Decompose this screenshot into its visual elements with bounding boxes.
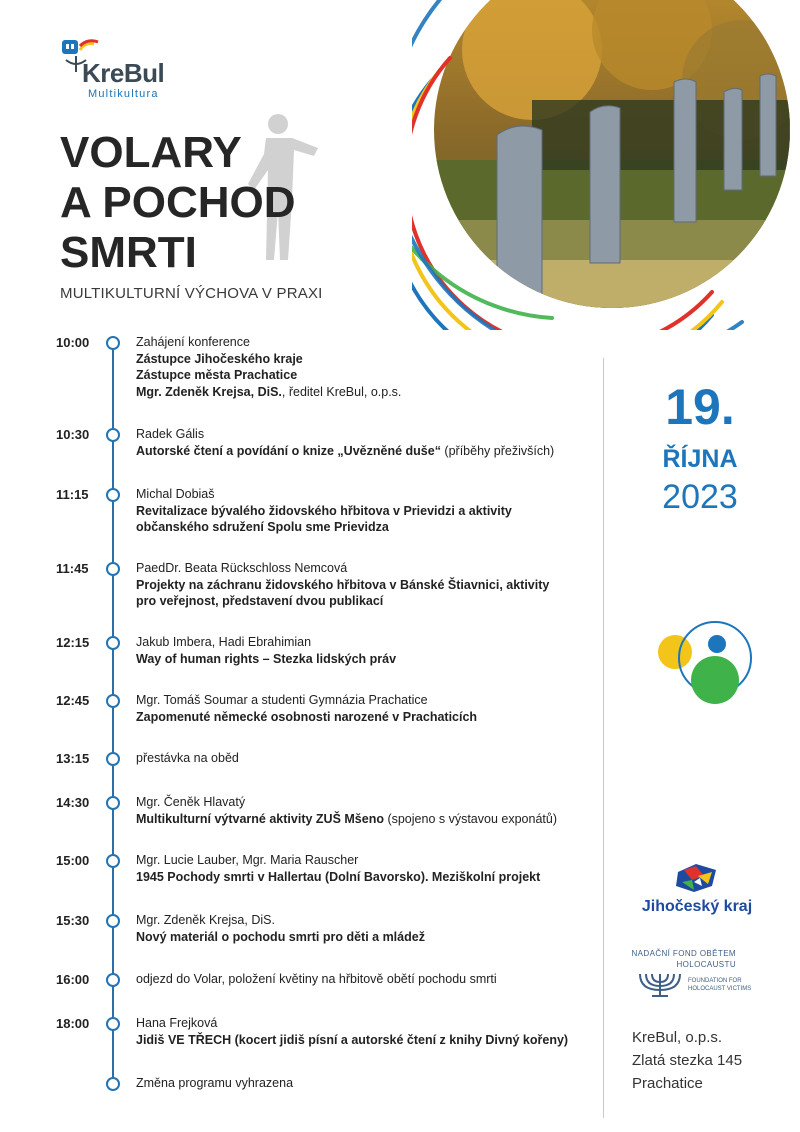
foundation-subtitle: FOUNDATION FOR HOLOCAUST VICTIMS (688, 978, 752, 992)
jihocesky-kraj-emblem-icon (674, 862, 720, 894)
schedule-line (136, 750, 586, 767)
schedule-line (136, 384, 586, 401)
schedule-text-regular: (spojeno s výstavou exponátů) (383, 811, 557, 826)
timeline-dot-icon (106, 1077, 120, 1091)
schedule-text-bold: Mgr. Zdeněk Krejsa, DiS. (136, 384, 282, 399)
schedule-text (136, 1075, 586, 1092)
schedule-text-regular: (příběhy přeživších) (440, 443, 555, 458)
schedule-line (136, 852, 586, 869)
timeline-dot-icon (106, 914, 120, 928)
timeline-dot-icon (106, 336, 120, 350)
schedule-text-regular: odjezd do Volar, položení květiny na hřbitově obětí pochodu smrti (136, 972, 497, 986)
schedule-line (136, 709, 586, 726)
schedule-line (136, 519, 586, 536)
schedule-time: 10:30 (56, 427, 90, 442)
schedule-text (136, 912, 586, 945)
schedule-text-regular: Mgr. Tomáš Soumar a studenti Gymnázia Prachatice (136, 693, 428, 707)
schedule-time: 18:00 (56, 1016, 90, 1031)
schedule-line (136, 443, 586, 460)
decorative-circles-icon (655, 620, 755, 710)
timeline-dot-icon (106, 694, 120, 708)
timeline-line (112, 342, 114, 1082)
schedule-text-bold: Jidiš VE TŘECH (kocert jidiš písní a autorské čtení z knihy Divný kořeny) (136, 1032, 569, 1047)
schedule-text-bold: 1945 Pochody smrti v Hallertau (Dolní Bavorsko). Meziškolní projekt (136, 869, 541, 884)
schedule-text (136, 852, 586, 885)
schedule-line (136, 593, 586, 610)
cemetery-photo (412, 0, 800, 330)
column-divider (603, 358, 604, 1118)
schedule-text-regular: Zahájení konference (136, 335, 250, 349)
schedule-text-bold: Way of human rights – Stezka lidských práv (136, 651, 397, 666)
schedule-line (136, 560, 586, 577)
schedule-text-bold: Zapomenuté německé osobnosti narozené v Prachaticích (136, 709, 478, 724)
schedule-text-regular: Michal Dobiaš (136, 487, 215, 501)
schedule-line (136, 971, 586, 988)
schedule-text-regular: Jakub Imbera, Hadi Ebrahimian (136, 635, 312, 649)
schedule-line (136, 1015, 586, 1032)
timeline-dot-icon (106, 854, 120, 868)
schedule-line (136, 486, 586, 503)
schedule-time: 12:45 (56, 693, 90, 708)
schedule-time: 15:00 (56, 853, 90, 868)
schedule-time: 11:15 (56, 487, 89, 502)
schedule-text-regular: Mgr. Zdeněk Krejsa, DiS. (136, 913, 275, 927)
schedule-text-regular: PaedDr. Beata Rückschloss Nemcová (136, 561, 348, 575)
schedule-text-bold: Projekty na záchranu židovského hřbitova v Bánské Štiavnici, aktivity (136, 577, 550, 592)
schedule-line (136, 912, 586, 929)
title-line: A POCHOD (60, 178, 296, 227)
schedule-line (136, 869, 586, 886)
foundation-logo (628, 948, 768, 1008)
page-subtitle: MULTIKULTURNÍ VÝCHOVA V PRAXI (60, 285, 323, 302)
schedule-time: 16:00 (56, 972, 90, 987)
event-date-month: ŘÍJNA (662, 445, 738, 473)
schedule-text (136, 426, 586, 459)
timeline-dot-icon (106, 752, 120, 766)
schedule-text-regular: Změna programu vyhrazena (136, 1076, 294, 1090)
schedule-line (136, 811, 586, 828)
address-line: Prachatice (632, 1075, 703, 1092)
organizer-address (632, 1026, 742, 1095)
timeline-dot-icon (106, 973, 120, 987)
schedule-line (136, 1032, 586, 1049)
schedule-text-bold: Autorské čtení a povídání o knize „Uvězněné duše“ (136, 443, 441, 458)
krebul-logo-subtitle: Multikultura (88, 88, 159, 100)
schedule-text-bold: Zástupce města Prachatice (136, 368, 298, 382)
schedule-time: 11:45 (56, 561, 89, 576)
schedule-line (136, 634, 586, 651)
schedule-text-regular: Mgr. Lucie Lauber, Mgr. Maria Rauscher (136, 853, 359, 867)
schedule-text (136, 334, 586, 400)
timeline-dot-icon (106, 636, 120, 650)
schedule-text (136, 750, 586, 767)
schedule-text-regular: přestávka na oběd (136, 751, 239, 765)
schedule-line (136, 367, 586, 384)
schedule-text-regular: Hana Frejková (136, 1016, 218, 1030)
schedule-line (136, 929, 586, 946)
page-title (60, 128, 296, 278)
schedule-text-bold: občanského sdružení Spolu sme Prievidza (136, 520, 389, 534)
menorah-icon (632, 970, 688, 998)
krebul-logo (60, 36, 200, 102)
schedule-text-bold: pro veřejnost, představení dvou publikací (136, 594, 384, 608)
schedule-text-bold: Zástupce Jihočeského kraje (136, 351, 303, 366)
schedule-line (136, 1075, 586, 1092)
timeline-dot-icon (106, 1017, 120, 1031)
schedule-line (136, 334, 586, 351)
schedule-text (136, 634, 586, 667)
schedule-text (136, 692, 586, 725)
schedule-line (136, 503, 586, 520)
address-line: Zlatá stezka 145 (632, 1052, 743, 1069)
jihocesky-kraj-logo (632, 862, 772, 922)
schedule-text (136, 1015, 586, 1048)
schedule-time: 14:30 (56, 795, 90, 810)
schedule-text (136, 971, 586, 988)
foundation-title: NADAČNÍ FOND OBĚTEM HOLOCAUSTU (631, 949, 736, 969)
timeline-dot-icon (106, 562, 120, 576)
schedule-time: 15:30 (56, 913, 90, 928)
schedule-text-bold: Multikulturní výtvarné aktivity ZUŠ Mšeno (136, 811, 384, 826)
schedule-line (136, 351, 586, 368)
schedule-time: 13:15 (56, 751, 90, 766)
schedule-text (136, 560, 586, 610)
title-line: VOLARY (60, 128, 242, 177)
schedule-text-bold: Nový materiál o pochodu smrti pro děti a mládež (136, 929, 425, 944)
title-line: SMRTI (60, 228, 197, 277)
schedule-line (136, 651, 586, 668)
schedule-line (136, 577, 586, 594)
schedule-text (136, 794, 586, 827)
schedule-time: 10:00 (56, 335, 90, 350)
address-line: KreBul, o.p.s. (632, 1029, 723, 1046)
schedule-time: 12:15 (56, 635, 90, 650)
timeline-dot-icon (106, 428, 120, 442)
schedule-text-regular: , ředitel KreBul, o.p.s. (281, 384, 402, 399)
schedule-text (136, 486, 586, 536)
schedule-line (136, 426, 586, 443)
event-date-day: 19. (665, 379, 735, 435)
schedule-line (136, 794, 586, 811)
jihocesky-kraj-name: Jihočeský kraj (641, 898, 753, 915)
schedule-text-regular: Mgr. Čeněk Hlavatý (136, 795, 246, 809)
timeline-dot-icon (106, 796, 120, 810)
schedule-line (136, 692, 586, 709)
event-date-year: 2023 (662, 478, 738, 516)
schedule-text-regular: Radek Gális (136, 427, 205, 441)
krebul-logo-name: KreBul (82, 58, 165, 88)
timeline-dot-icon (106, 488, 120, 502)
schedule-text-bold: Revitalizace bývalého židovského hřbitova v Prievidzi a aktivity (136, 503, 512, 518)
